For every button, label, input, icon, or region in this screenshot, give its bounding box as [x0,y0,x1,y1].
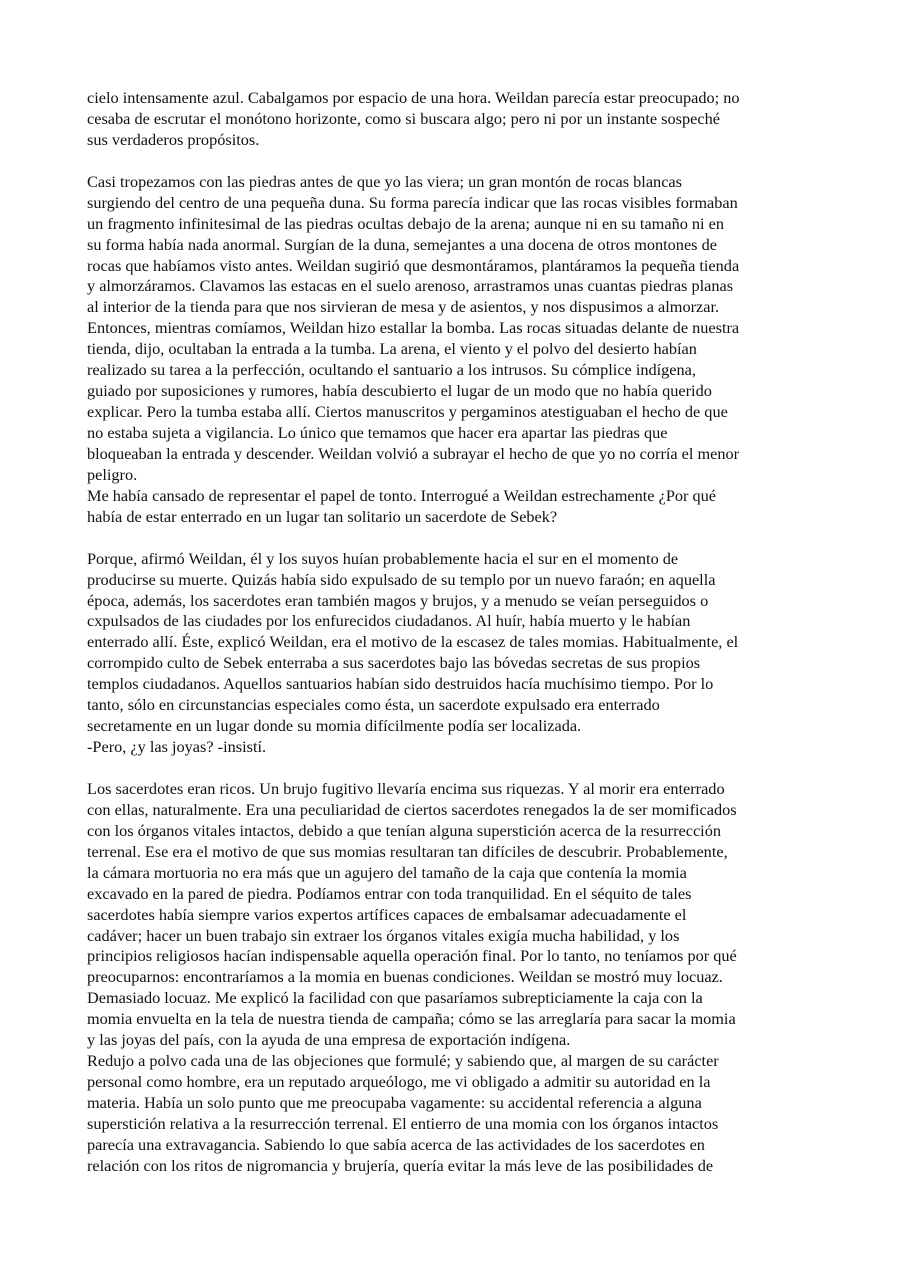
paragraph [87,549,822,758]
text-line: superstición relativa a la resurrección terrenal. El entierro de una momia con los órganos intactos [87,1113,719,1133]
text-line: producirse su muerte. Quizás había sido expulsado de su templo por un nuevo faraón; en aquella [87,569,716,589]
paragraph-gap [87,151,822,172]
text-line: secretamente en un lugar donde su momia difícilmente podía ser localizada. [87,716,582,736]
text-line: -Pero, ¿y las joyas? -insistí. [87,737,267,757]
text-line: con ellas, naturalmente. Era una peculiaridad de ciertos sacerdotes renegados la de ser momificados [87,799,737,819]
text-line: personal como hombre, era un reputado arqueólogo, me vi obligado a admitir su autoridad en la [87,1072,711,1092]
paragraph [87,172,822,528]
text-line: guiado por suposiciones y rumores, había descubierto el lugar de un modo que no había querido [87,381,712,401]
text-line: excavado en la pared de piedra. Podíamos entrar con toda tranquilidad. En el séquito de tales [87,883,692,903]
text-line: terrenal. Ese era el motivo de que sus momias resultaran tan difíciles de descubrir. Probablemente, [87,841,728,861]
text-line: cadáver; hacer un buen trabajo sin extraer los órganos vitales exigía mucha habilidad, y los [87,925,680,945]
text-line: cxpulsados de las ciudades por los enfurecidos ciudadanos. Al huír, había muerto y le habían [87,611,691,631]
text-line: Me había cansado de representar el papel de tonto. Interrogué a Weildan estrechamente ¿Por qué [87,485,717,505]
text-line: cielo intensamente azul. Cabalgamos por espacio de una hora. Weildan parecía estar preocupado; no [87,88,740,107]
text-line: Redujo a polvo cada una de las objeciones que formulé; y sabiendo que, al margen de su carácter [87,1051,719,1071]
text-line: al interior de la tienda para que nos sirvieran de mesa y de asientos, y nos dispusimos a almorzar. [87,297,720,317]
text-line: materia. Había un solo punto que me preocupaba vagamente: su accidental referencia a alguna [87,1093,702,1112]
text-line: y las joyas del país, con la ayuda de una empresa de exportación indígena. [87,1030,571,1050]
text-line: con los órganos vitales intactos, debido a que tenían alguna superstición acerca de la resurrección [87,820,721,840]
text-line: preocuparnos: encontraríamos a la momia en buenas condiciones. Weildan se mostró muy locuaz. [87,967,723,987]
paragraph [87,88,822,151]
text-line: explicar. Pero la tumba estaba allí. Ciertos manuscritos y pergaminos atestiguaban el hecho de que [87,402,728,422]
text-line: Casi tropezamos con las piedras antes de que yo las viera; un gran montón de rocas blancas [87,171,682,191]
text-line: había de estar enterrado en un lugar tan solitario un sacerdote de Sebek? [87,506,558,526]
paragraph-gap [87,758,822,779]
text-line: un fragmento infinitesimal de las piedras ocultas debajo de la arena; aunque ni en su tamaño ni en [87,213,725,233]
text-line: su forma había nada anormal. Surgían de la duna, semejantes a una docena de otros montones de [87,234,717,254]
text-line: momia envuelta en la tela de nuestra tienda de campaña; cómo se las arreglaría para sacar la momia [87,1009,736,1029]
text-line: enterrado allí. Éste, explicó Weildan, era el motivo de la escasez de tales momias. Habitualmente, el [87,632,739,652]
text-line: y almorzáramos. Clavamos las estacas en el suelo arenoso, arrastramos unas cuantas piedras planas [87,276,734,296]
text-line: sacerdotes había siempre varios expertos artífices capaces de embalsamar adecuadamente el [87,904,687,924]
text-line: tienda, dijo, ocultaban la entrada a la tumba. La arena, el viento y el polvo del desierto habían [87,339,697,359]
text-line: realizado su tarea a la perfección, ocultando el santuario a los intrusos. Su cómplice indígena, [87,360,696,380]
text-line: cesaba de escrutar el monótono horizonte, como si buscara algo; pero ni por un instante sospeché [87,108,720,128]
text-line: Demasiado locuaz. Me explicó la facilidad con que pasaríamos subrepticiamente la caja con la [87,988,703,1008]
document-page [87,88,822,1177]
paragraph [87,779,822,1177]
text-line: peligro. [87,464,138,484]
text-line: Los sacerdotes eran ricos. Un brujo fugitivo llevaría encima sus riquezas. Y al morir era enterrado [87,778,725,798]
text-line: surgiendo del centro de una pequeña duna. Su forma parecía indicar que las rocas visibles formaban [87,192,738,212]
text-line: tanto, sólo en circunstancias especiales como ésta, un sacerdote expulsado era enterrado [87,695,660,715]
text-line: corrompido culto de Sebek enterraba a sus sacerdotes bajo las bóvedas secretas de sus propios [87,653,701,673]
text-line: parecía una extravagancia. Sabiendo lo que sabía acerca de las actividades de los sacerdotes en [87,1134,705,1154]
text-line: Porque, afirmó Weildan, él y los suyos huían probablemente hacia el sur en el momento de [87,548,679,568]
paragraph-gap [87,528,822,549]
text-line: no estaba sujeta a vigilancia. Lo único que temamos que hacer era apartar las piedras que [87,423,668,442]
text-line: sus verdaderos propósitos. [87,129,260,149]
text-line: bloqueaban la entrada y descender. Weildan volvió a subrayar el hecho de que yo no corría el menor [87,443,740,463]
text-line: Entonces, mientras comíamos, Weildan hizo estallar la bomba. Las rocas situadas delante de nuestra [87,318,740,338]
text-line: templos ciudadanos. Aquellos santuarios habían sido destruidos hacía muchísimo tiempo. Por lo [87,674,714,694]
text-line: rocas que habíamos visto antes. Weildan sugirió que desmontáramos, plantáramos la pequeña tienda [87,255,740,275]
text-line: época, además, los sacerdotes eran también magos y brujos, y a menudo se veían perseguidos o [87,590,709,610]
text-line: principios religiosos hacían indispensable aquella operación final. Por lo tanto, no teníamos por qué [87,946,737,966]
text-line: relación con los ritos de nigromancia y brujería, quería evitar la más leve de las posibilidades de [87,1155,714,1175]
text-line: la cámara mortuoria no era más que un agujero del tamaño de la caja que contenía la momia [87,862,687,882]
